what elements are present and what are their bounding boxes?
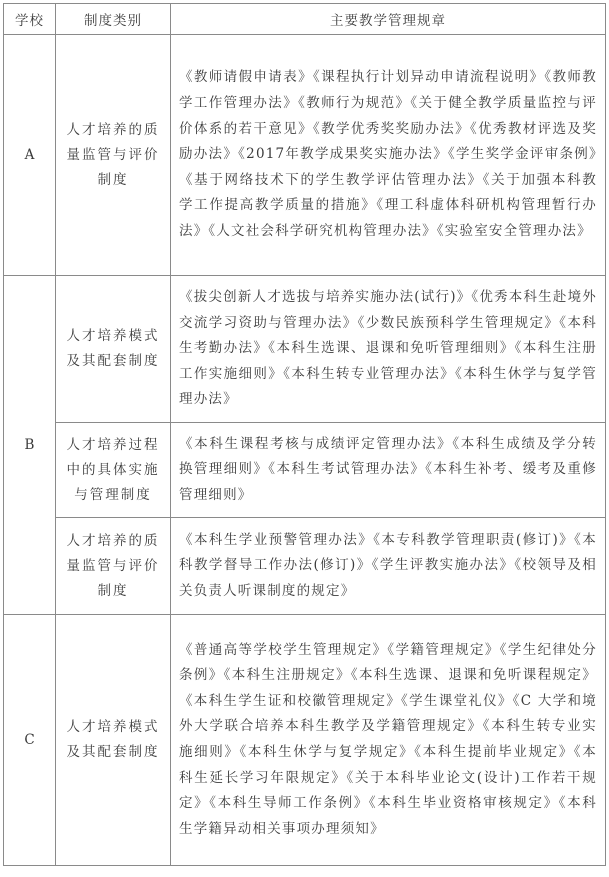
category-cell: 人才培养模式及其配套制度 — [56, 615, 171, 866]
rules-cell: 《拔尖创新人才选拔与培养实施办法(试行)》《优秀本科生赴境外交流学习资助与管理办法》《少数民族预科学生管理规定》《本科生考勤办法》《本科生选课、退课和免听管理细则》《本科生注册工作实施细则》《本科生转专业管理办法》《本科生休学与复学管理办法》 — [171, 276, 606, 423]
table-row — [4, 423, 606, 518]
school-cell: B — [4, 276, 56, 615]
rules-cell: 《本科生课程考核与成绩评定管理办法》《本科生成绩及学分转换管理细则》《本科生考试管理办法》《本科生补考、缓考及重修管理细则》 — [171, 423, 606, 518]
category-cell: 人才培养的质量监管与评价制度 — [56, 35, 171, 276]
rules-cell: 《本科生学业预警管理办法》《本专科教学管理职责(修订)》《本科教学督导工作办法(修订)》《学生评教实施办法》《校领导及相关负责人听课制度的规定》 — [171, 518, 606, 615]
table-row — [4, 518, 606, 615]
rules-cell: 《普通高等学校学生管理规定》《学籍管理规定》《学生纪律处分条例》《本科生注册规定》《本科生选课、退课和免听课程规定》《本科生学生证和校徽管理规定》《学生课堂礼仪》《C 大学和境外大学联合培养本科生教学及学籍管理规定》《本科生转专业实施细则》《本科生休学与复学规定》《本科生提前毕业规定》《本科生延长学习年限规定》《关于本科毕业论文(设计)工作若干规定》《本科生导师工作条例》《本科生毕业资格审核规定》《本科生学籍异动相关事项办理须知》 — [171, 615, 606, 866]
header-category: 制度类别 — [56, 4, 171, 35]
table-row — [4, 615, 606, 866]
header-school: 学校 — [4, 4, 56, 35]
header-row — [4, 4, 606, 35]
school-cell: A — [4, 35, 56, 276]
header-rules: 主要教学管理规章 — [171, 4, 606, 35]
category-cell: 人才培养的质量监管与评价制度 — [56, 518, 171, 615]
category-cell: 人才培养模式及其配套制度 — [56, 276, 171, 423]
table-row — [4, 35, 606, 276]
rules-cell: 《教师请假申请表》《课程执行计划异动申请流程说明》《教师教学工作管理办法》《教师行为规范》《关于健全教学质量监控与评价体系的若干意见》《教学优秀奖奖励办法》《优秀教材评选及奖励办法》《2017年教学成果奖实施办法》《学生奖学金评审条例》《基于网络技术下的学生教学评估管理办法》《关于加强本科教学工作提高教学质量的措施》《理工科虚体科研机构管理暂行办法》《人文社会科学研究机构管理办法》《实验室安全管理办法》 — [171, 35, 606, 276]
rules-table — [3, 3, 606, 866]
table-row — [4, 276, 606, 423]
school-cell: C — [4, 615, 56, 866]
category-cell: 人才培养过程中的具体实施与管理制度 — [56, 423, 171, 518]
